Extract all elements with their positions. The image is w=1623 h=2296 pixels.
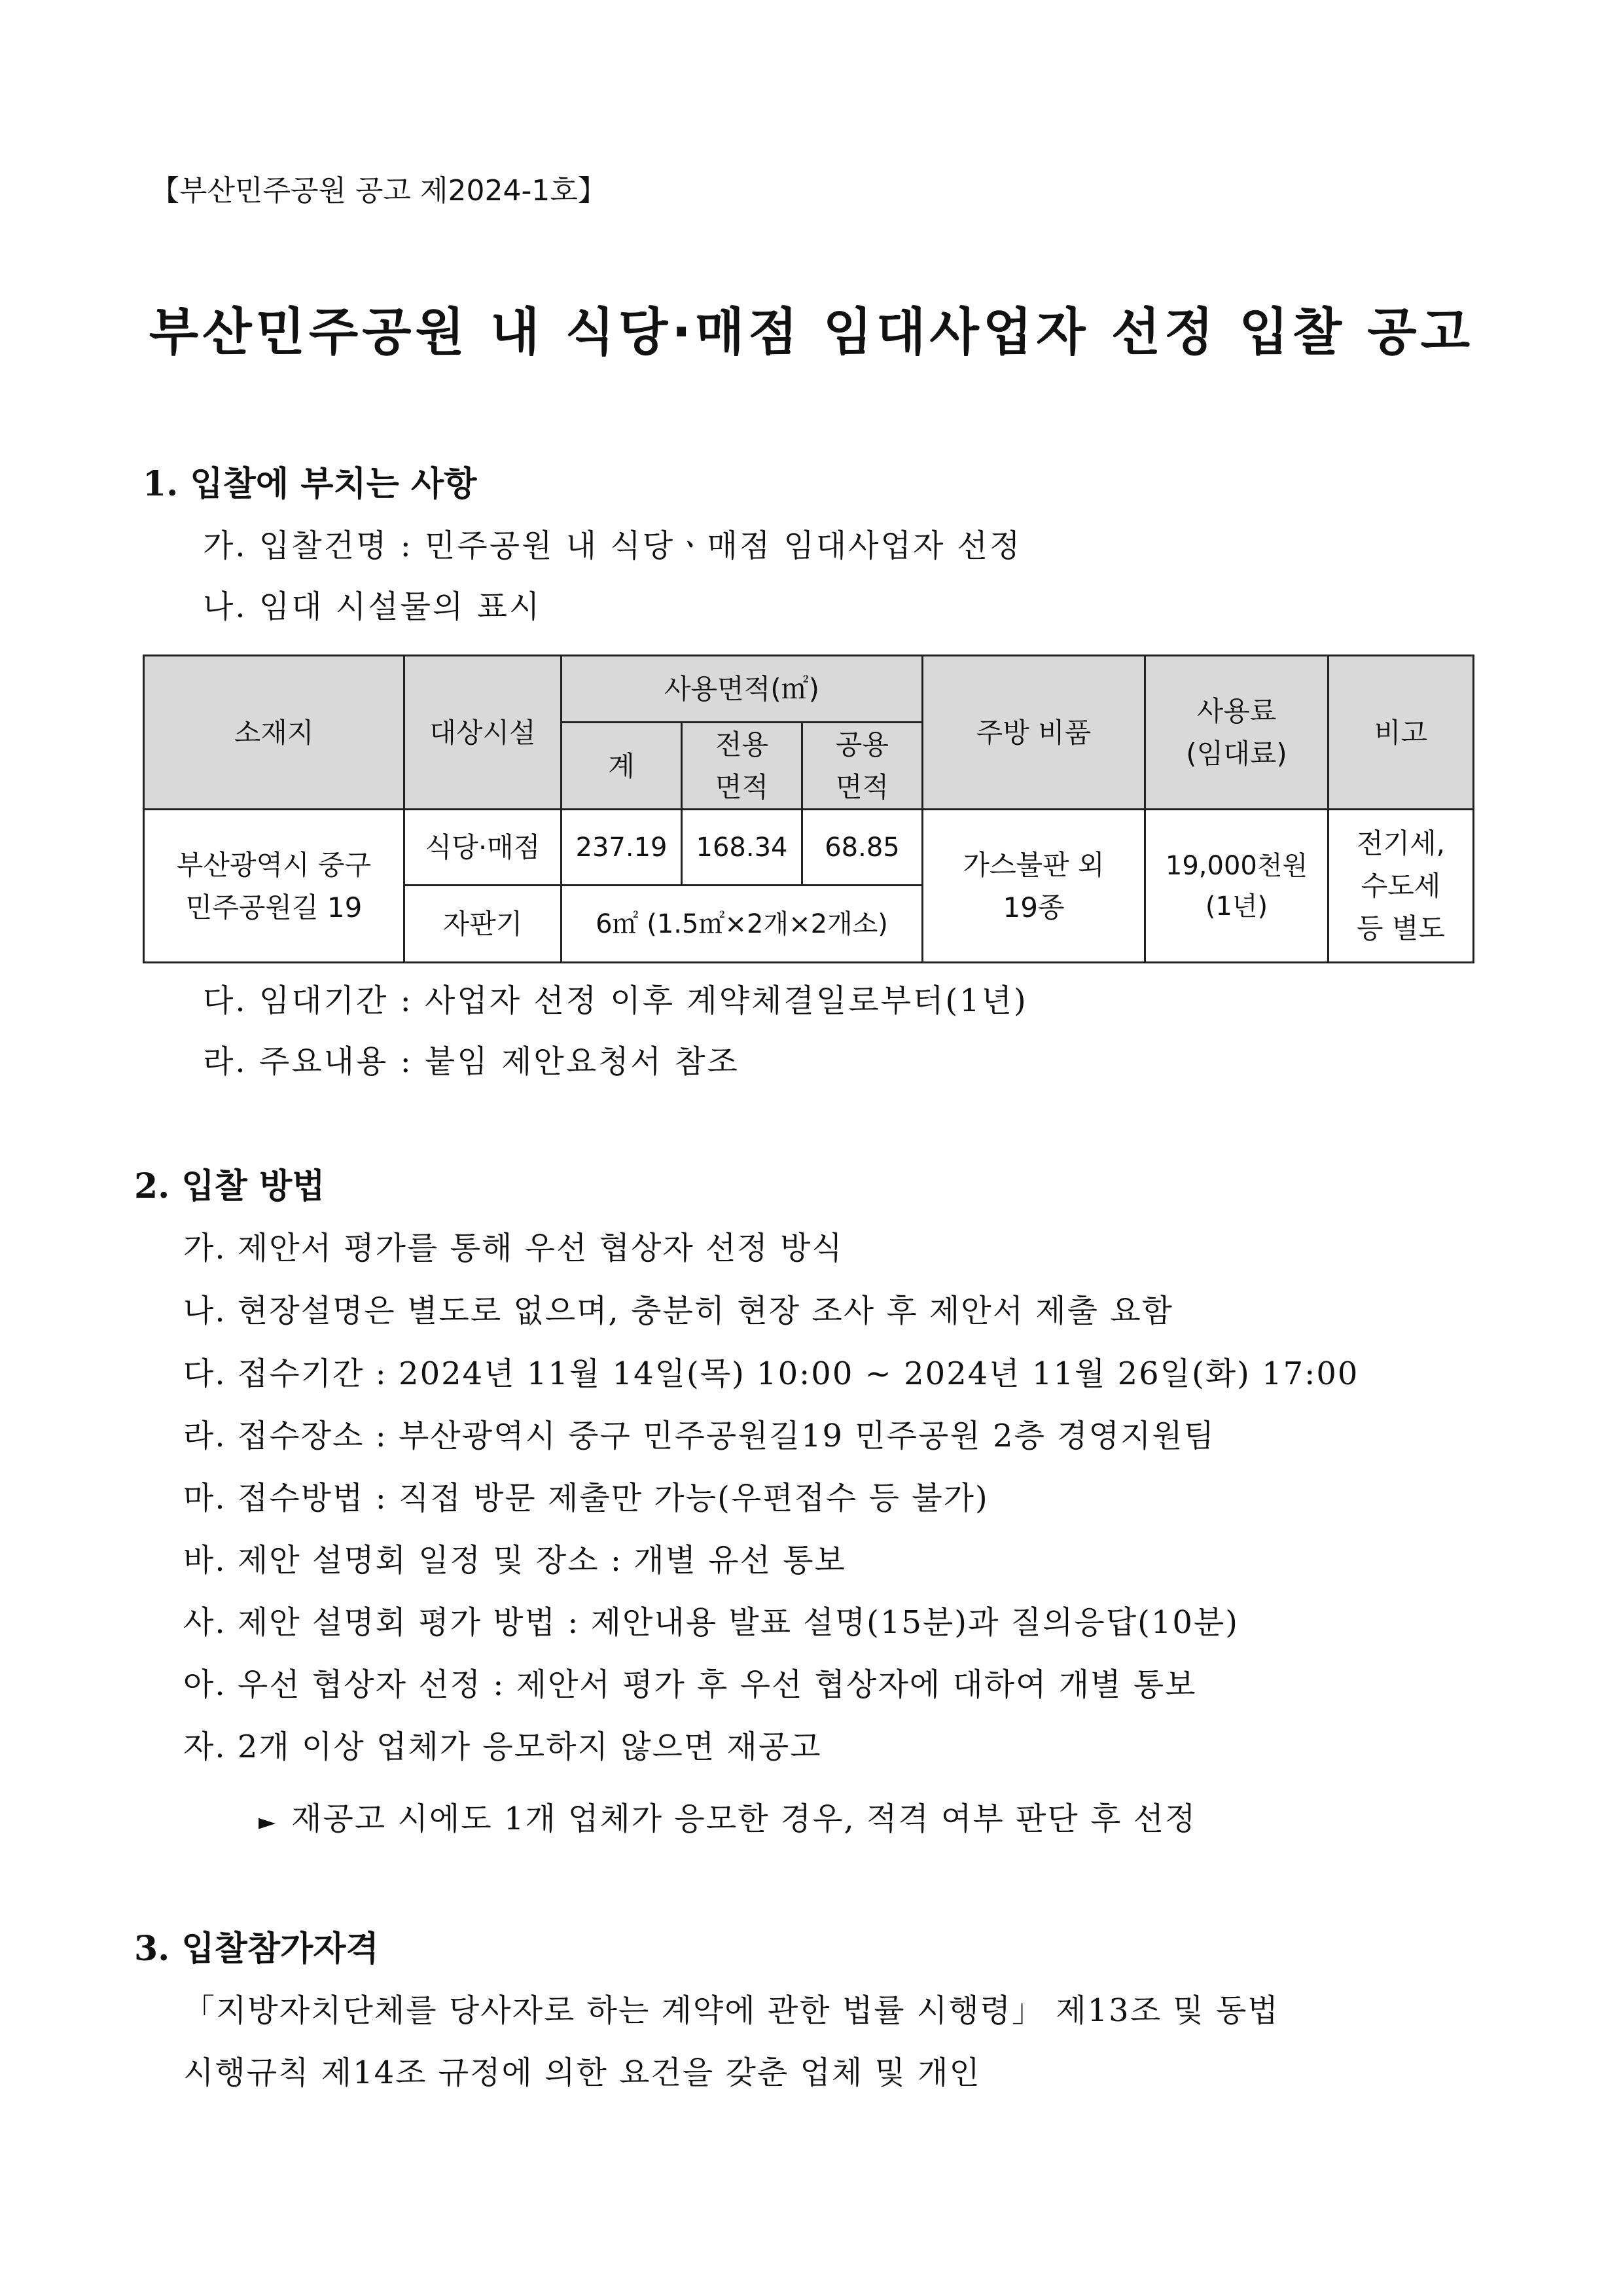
section-1-heading: 1. 입찰에 부치는 사항: [143, 464, 477, 504]
cell-facility-restaurant: 식당·매점: [404, 810, 562, 886]
section-3-heading: 3. 입찰참가자격: [134, 1929, 379, 1969]
section-2-item: 다. 접수기간 : 2024년 11월 14일(목) 10:00 ~ 2024년 11월 26일(화) 17:00: [183, 1355, 1359, 1392]
header-area-common: 공용 면적: [802, 723, 923, 810]
section-2-item: 마. 접수방법 : 직접 방문 제출만 가능(우편접수 등 불가): [183, 1480, 989, 1516]
cell-remarks: 전기세, 수도세 등 별도: [1329, 810, 1474, 963]
cell-location: 부산광역시 중구 민주공원길 19: [144, 810, 404, 963]
section-2-note-text: 재공고 시에도 1개 업체가 응모한 경우, 적격 여부 판단 후 선정: [291, 1801, 1197, 1837]
section-2-item: 라. 접수장소 : 부산광역시 중구 민주공원길19 민주공원 2층 경영지원팀: [183, 1418, 1216, 1454]
cell-area-common: 68.85: [802, 810, 923, 886]
section-2-item: 자. 2개 이상 업체가 응모하지 않으면 재공고: [183, 1729, 822, 1765]
cell-vending-area: 6㎡ (1.5㎡×2개×2개소): [562, 886, 923, 963]
header-remarks: 비고: [1329, 656, 1474, 810]
cell-kitchen: 가스불판 외 19종: [923, 810, 1145, 963]
section-1-item-na: 나. 임대 시설물의 표시: [203, 588, 542, 625]
section-2-item: 나. 현장설명은 별도로 없으며, 충분히 현장 조사 후 제안서 제출 요함: [183, 1293, 1174, 1329]
header-fee: 사용료 (임대료): [1145, 656, 1329, 810]
section-2-item: 가. 제안서 평가를 통해 우선 협상자 선정 방식: [183, 1230, 844, 1266]
notice-number: 【부산민주공원 공고 제2024-1호】: [151, 174, 607, 207]
section-2-note: [259, 1793, 1196, 1839]
section-1-item-da: 다. 임대기간 : 사업자 선정 이후 계약체결일로부터(1년): [203, 982, 1028, 1019]
header-area-exclusive: 전용 면적: [682, 723, 802, 810]
section-2-heading: 2. 입찰 방법: [134, 1166, 325, 1206]
table-row: [144, 810, 1474, 886]
section-3-line-1: 「지방자치단체를 당사자로 하는 계약에 관한 법률 시행령」 제13조 및 동법: [183, 1992, 1279, 2029]
header-location: 소재지: [144, 656, 404, 810]
triangle-bullet-icon: ►: [259, 1809, 277, 1835]
cell-facility-vending: 자판기: [404, 886, 562, 963]
section-1-item-ra: 라. 주요내용 : 붙임 제안요청서 참조: [203, 1043, 740, 1080]
section-1-item-ga: 가. 입찰건명 : 민주공원 내 식당ㆍ매점 임대사업자 선정: [203, 528, 1022, 564]
header-area-total: 계: [562, 723, 682, 810]
cell-area-total: 237.19: [562, 810, 682, 886]
section-2-item: 아. 우선 협상자 선정 : 제안서 평가 후 우선 협상자에 대하여 개별 통보: [183, 1666, 1197, 1703]
header-area-group: 사용면적(㎡): [562, 656, 923, 723]
header-facility: 대상시설: [404, 656, 562, 810]
header-kitchen: 주방 비품: [923, 656, 1145, 810]
facility-table: [143, 655, 1474, 963]
section-3-line-2: 시행규칙 제14조 규정에 의한 요건을 갖춘 업체 및 개인: [183, 2054, 981, 2091]
cell-fee: 19,000천원 (1년): [1145, 810, 1329, 963]
page-title: 부산민주공원 내 식당·매점 임대사업자 선정 입찰 공고: [149, 303, 1474, 362]
section-2-item: 바. 제안 설명회 일정 및 장소 : 개별 유선 통보: [183, 1542, 847, 1579]
section-2-item: 사. 제안 설명회 평가 방법 : 제안내용 발표 설명(15분)과 질의응답(10분): [183, 1604, 1240, 1641]
cell-area-exclusive: 168.34: [682, 810, 802, 886]
